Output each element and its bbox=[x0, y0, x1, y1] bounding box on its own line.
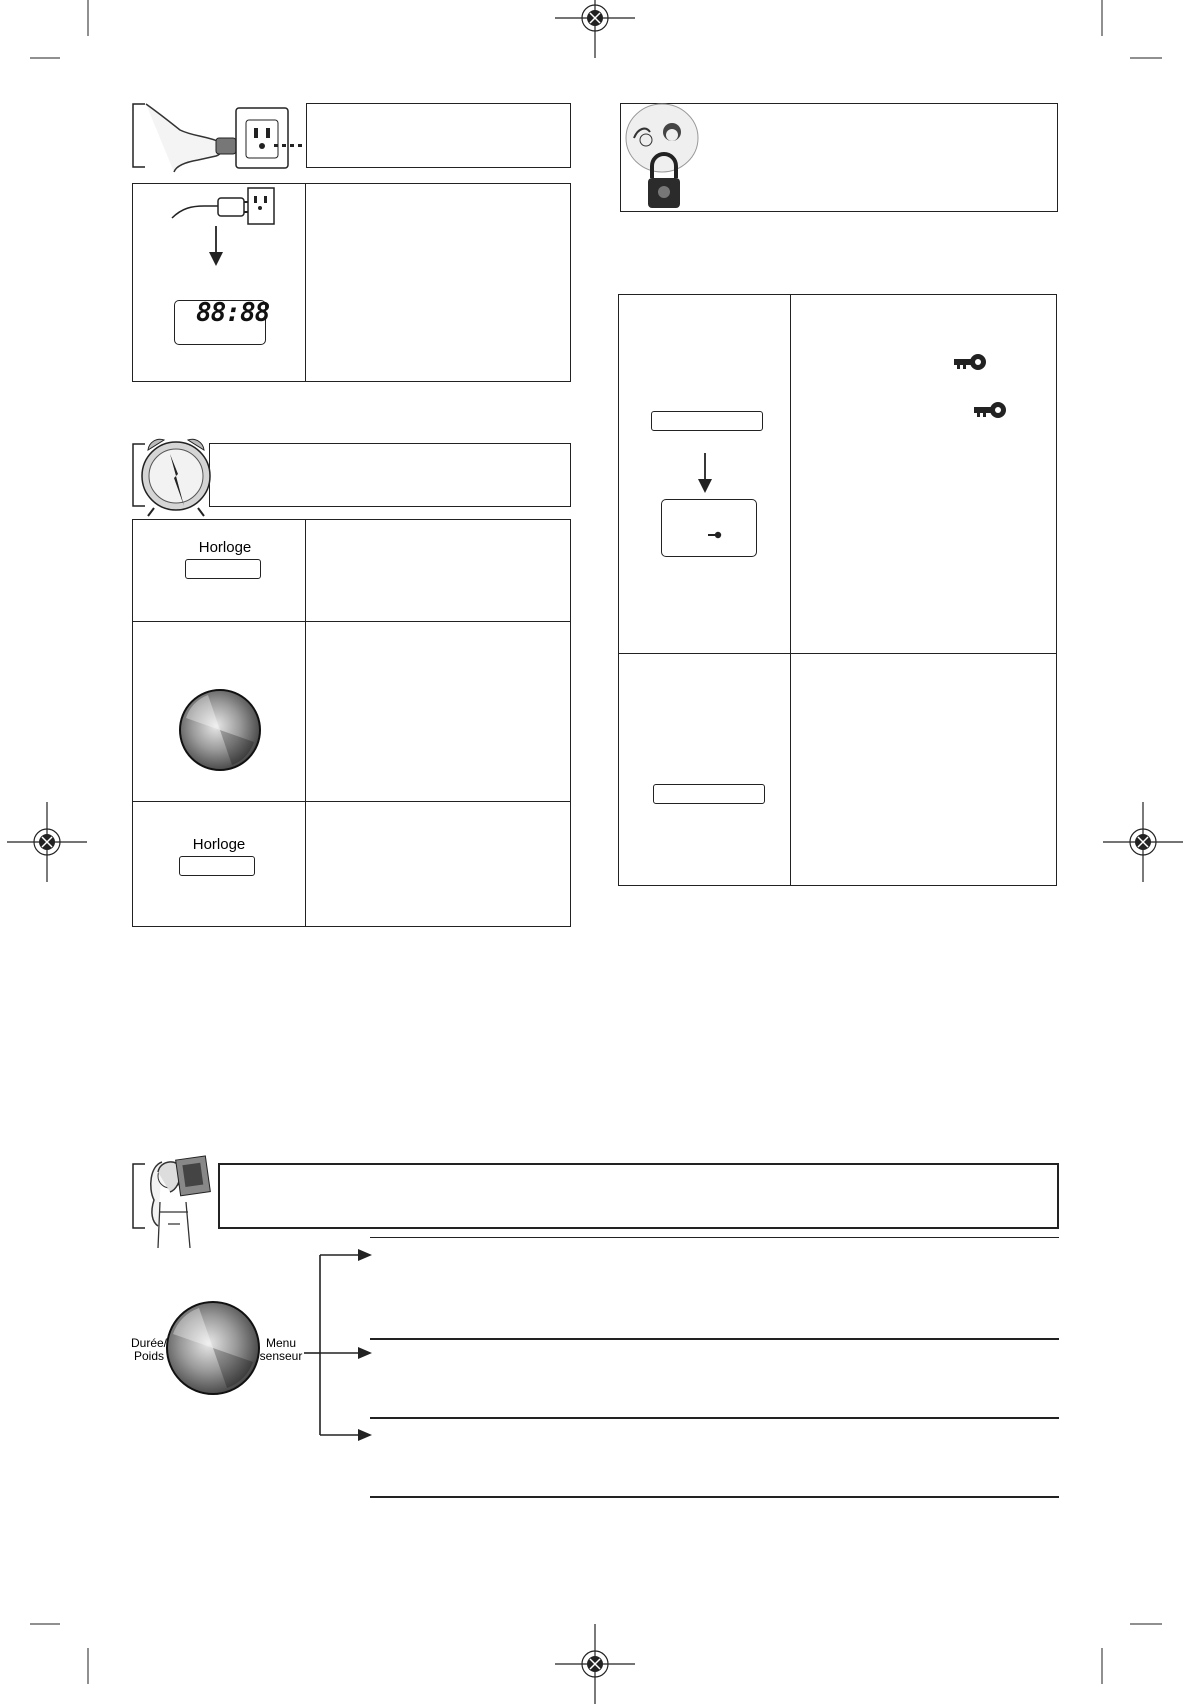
sensor-row-line-4 bbox=[370, 1496, 1059, 1498]
registration-mark-bottom bbox=[555, 1624, 635, 1704]
dial-knob-icon[interactable] bbox=[165, 1300, 261, 1396]
knob-label-right: Menu senseur bbox=[259, 1336, 303, 1363]
registration-mark-left bbox=[7, 802, 87, 882]
down-arrow-icon bbox=[695, 453, 715, 495]
clock-header-box bbox=[209, 443, 571, 507]
branch-arrows bbox=[318, 1245, 388, 1445]
lock-button-1[interactable] bbox=[651, 411, 763, 431]
lock-display-panel bbox=[661, 499, 757, 557]
clock-button-2[interactable] bbox=[179, 856, 255, 876]
dial-knob-icon[interactable] bbox=[178, 688, 262, 772]
clock-table-divider bbox=[305, 519, 306, 927]
lock-table-row-sep bbox=[618, 653, 1057, 654]
registration-mark-right bbox=[1103, 802, 1183, 882]
child-lock-icon bbox=[624, 102, 704, 214]
woman-reading-manual-icon bbox=[140, 1152, 230, 1252]
clock-table-row-sep-1 bbox=[132, 621, 571, 622]
key-icon bbox=[954, 353, 988, 371]
sensor-row-line-1 bbox=[370, 1237, 1059, 1238]
alarm-clock-icon bbox=[136, 436, 216, 518]
clock-table-row-sep-2 bbox=[132, 801, 571, 802]
key-icon bbox=[974, 401, 1008, 419]
display-digits: 88:88 bbox=[196, 298, 270, 328]
clock-button-label-1: Horloge bbox=[198, 539, 252, 556]
key-icon bbox=[708, 531, 722, 539]
registration-mark-top bbox=[555, 0, 635, 58]
power-table-divider bbox=[305, 183, 306, 382]
plug-outlet-icon bbox=[172, 186, 282, 236]
down-arrow-icon bbox=[206, 226, 226, 268]
clock-button-label-2: Horloge bbox=[192, 836, 246, 853]
power-header-box bbox=[306, 103, 571, 168]
clock-button-1[interactable] bbox=[185, 559, 261, 579]
sensor-row-line-3 bbox=[370, 1417, 1059, 1419]
lock-button-2[interactable] bbox=[653, 784, 765, 804]
sensor-header-box bbox=[218, 1163, 1059, 1229]
knob-label-left: Durée/ Poids bbox=[130, 1336, 168, 1363]
lock-table-divider bbox=[790, 294, 791, 886]
plug-in-hand-icon bbox=[140, 100, 310, 172]
sensor-row-line-2 bbox=[370, 1338, 1059, 1340]
